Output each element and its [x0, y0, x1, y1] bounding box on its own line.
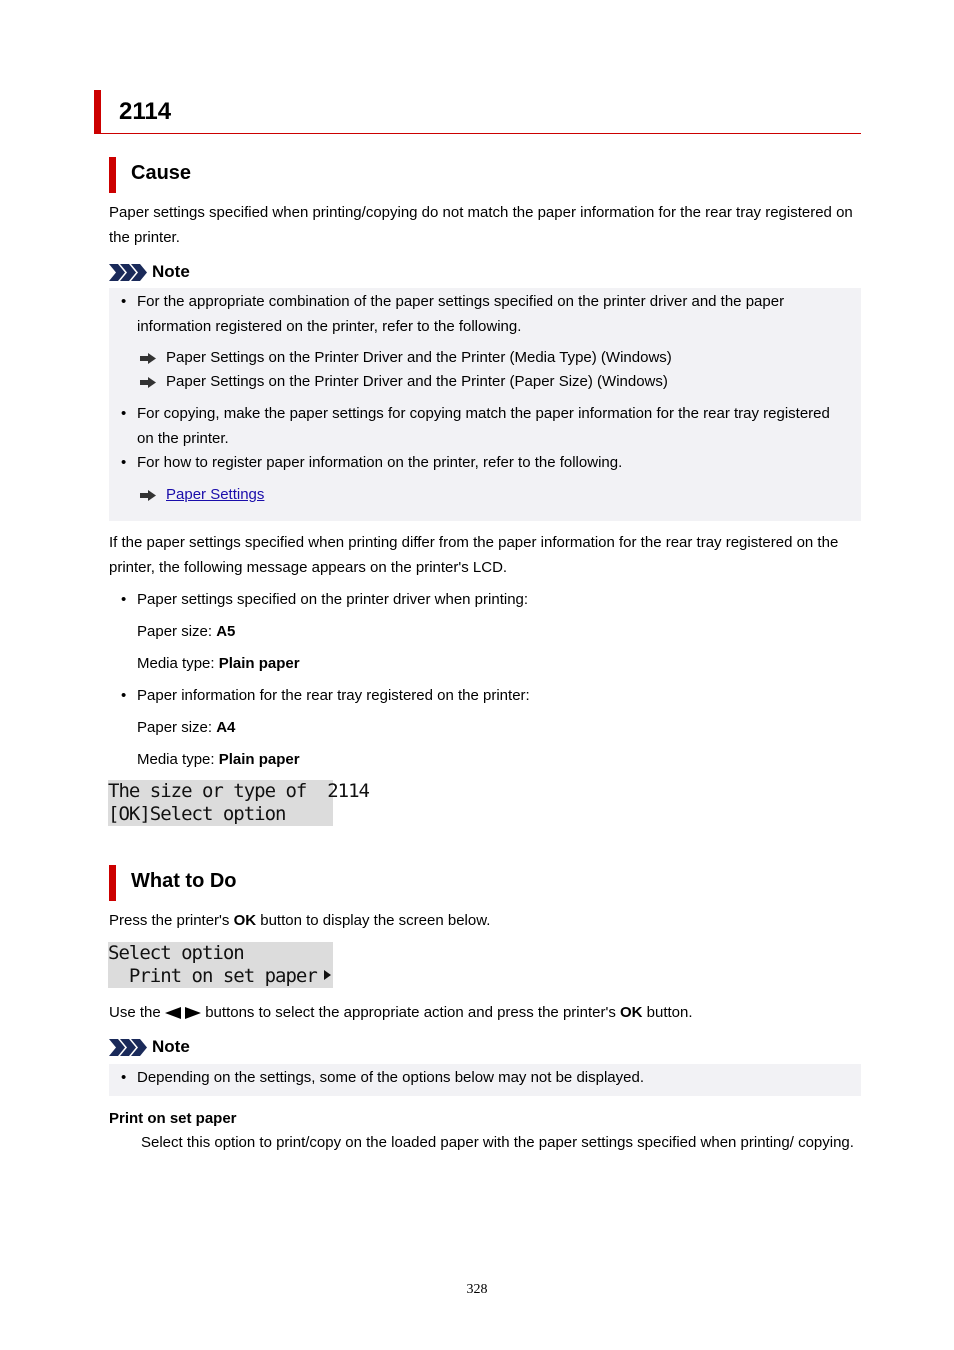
cause-text: Paper settings specified when printing/copying do not match the paper information for the rear tray registered on the printer. — [109, 204, 853, 246]
page-title — [94, 90, 861, 134]
text: button to display the screen below. — [256, 912, 491, 929]
section-heading-text: Cause — [131, 162, 192, 184]
lcd-line: Print on set paper — [108, 965, 317, 987]
heading-accent-bar — [109, 157, 116, 193]
note-label: Note — [152, 262, 190, 281]
reference-text[interactable]: Paper Settings on the Printer Driver and the Printer (Media Type) (Windows) — [166, 349, 672, 366]
driver-media-type — [137, 652, 300, 676]
lcd-right-arrow-icon — [324, 970, 331, 980]
arrow-right-icon — [140, 353, 156, 364]
label: Media type: — [137, 655, 219, 672]
driver-paper-size — [137, 620, 235, 644]
label: Media type: — [137, 751, 219, 768]
lcd-select-option-screen — [108, 942, 333, 988]
use-buttons-text — [109, 1001, 854, 1026]
value: Plain paper — [218, 751, 300, 768]
paper-settings-link-text[interactable]: Paper Settings — [166, 486, 265, 503]
note-item-text: For the appropriate combination of the paper settings specified on the printer driver and the paper information registered on the printer, refer to the following. — [137, 293, 785, 335]
bullet: • — [121, 405, 127, 422]
lcd-error-screen — [108, 780, 369, 826]
note-label: Note — [152, 1037, 190, 1056]
tray-bullet-text: Paper information for the rear tray registered on the printer: — [137, 687, 530, 704]
note-item-text: For copying, make the paper settings for copying match the paper information for the rear tray registered on the printer. — [137, 405, 830, 447]
tray-paper-size — [137, 716, 235, 740]
option-term: Print on set paper — [109, 1110, 237, 1127]
lcd-line: The size or type of 2114 — [108, 780, 369, 802]
bullet: • — [121, 687, 127, 704]
lcd-line: Select option — [108, 942, 244, 964]
reference-text[interactable]: Paper Settings on the Printer Driver and the Printer (Paper Size) (Windows) — [166, 373, 668, 390]
tray-media-type — [137, 748, 300, 772]
note-chevrons-icon — [109, 264, 149, 281]
bullet: • — [121, 293, 127, 310]
note-chevrons-icon — [109, 1039, 149, 1056]
label: Paper size: — [137, 719, 217, 736]
lcd-line: [OK]Select option — [108, 803, 286, 825]
ok-label: OK — [233, 912, 257, 929]
left-arrow-button-icon — [165, 1007, 181, 1019]
bullet: • — [121, 454, 127, 471]
press-ok-text — [109, 909, 854, 934]
ok-label: OK — [620, 1004, 643, 1021]
heading-accent-bar — [109, 865, 116, 901]
note-item-text: Depending on the settings, some of the options below may not be displayed. — [137, 1069, 644, 1086]
label: Paper size: — [137, 623, 217, 640]
page-title-text: 2114 — [119, 98, 172, 125]
page-number: 328 — [466, 1282, 488, 1297]
text: button. — [642, 1004, 693, 1021]
bullet: • — [121, 1069, 127, 1086]
value: A4 — [216, 719, 236, 736]
note-item-text: For how to register paper information on the printer, refer to the following. — [137, 454, 623, 471]
section-heading-text: What to Do — [131, 870, 237, 892]
value: Plain paper — [218, 655, 300, 672]
message-intro: If the paper settings specified when printing differ from the paper information for the rear tray registered on the printer, the following message appears on the printer's LCD. — [109, 534, 839, 576]
text: buttons to select the appropriate action and press the printer's — [201, 1004, 620, 1021]
value: A5 — [216, 623, 236, 640]
arrow-right-icon — [140, 377, 156, 388]
arrow-right-icon — [140, 490, 156, 501]
bullet: • — [121, 591, 127, 608]
driver-bullet-text: Paper settings specified on the printer driver when printing: — [137, 591, 529, 608]
option-definition: Select this option to print/copy on the loaded paper with the paper settings specified when printing/ copying. — [141, 1134, 854, 1151]
title-accent-bar — [94, 90, 101, 133]
right-arrow-button-icon — [185, 1007, 201, 1019]
text: Use the — [109, 1004, 165, 1021]
text: Press the printer's — [109, 912, 234, 929]
